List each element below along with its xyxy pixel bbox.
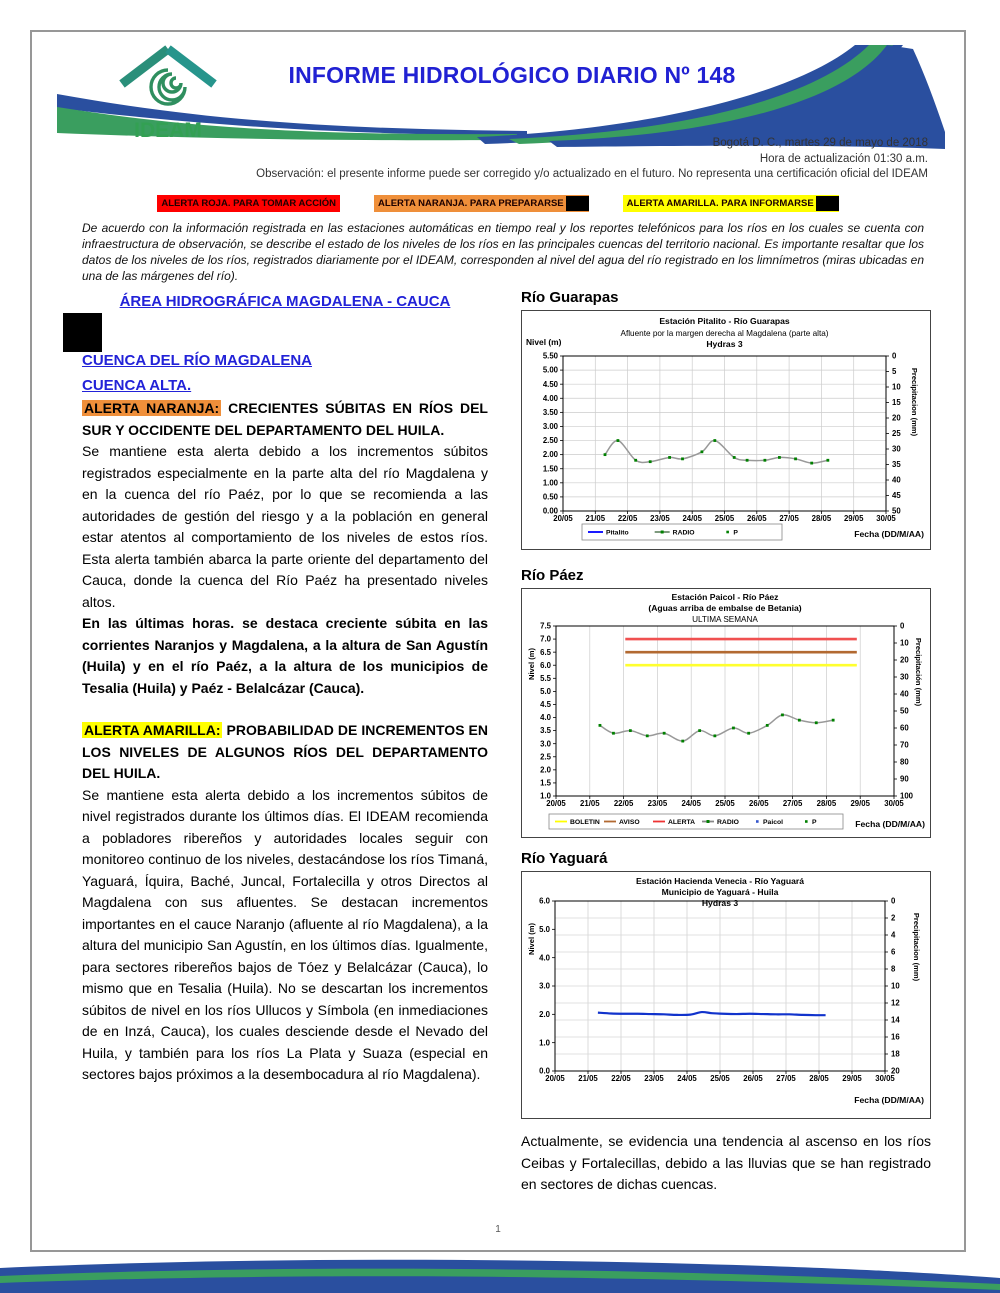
svg-text:2.00: 2.00 [542, 450, 558, 460]
svg-text:RADIO: RADIO [672, 529, 695, 537]
spacer [82, 699, 488, 720]
chart-series [604, 439, 830, 464]
svg-text:30/05: 30/05 [884, 799, 904, 808]
chart-heading-yaguara: Río Yaguará [521, 850, 608, 867]
svg-text:26/05: 26/05 [747, 514, 767, 523]
ideam-logo [102, 40, 234, 144]
cuenca-heading: CUENCA DEL RÍO MAGDALENA [82, 352, 313, 369]
svg-text:Fecha (DD/M/AA): Fecha (DD/M/AA) [854, 1095, 924, 1105]
svg-text:0.00: 0.00 [542, 506, 558, 516]
intro-paragraph: De acuerdo con la información registrada en las estaciones automáticas en tiempo real y los reportes telefónicos para los ríos en los cuales se cuenta con infraestructura de observación, se describe el estado de los niveles de los ríos en las principales cuencas del territorio nacional. Es importante resaltar que los datos de los niveles de los ríos, registrados diariamente por el IDEAM, corresponden al nivel del agua del río registrado en los limnímetros (miras ubicadas en una de las márgenes del río). [82, 221, 924, 283]
page-number: 1 [495, 1224, 501, 1235]
svg-text:7.5: 7.5 [540, 621, 551, 631]
svg-text:3.00: 3.00 [542, 422, 558, 432]
svg-text:80: 80 [900, 757, 909, 767]
svg-text:Nivel (m): Nivel (m) [526, 337, 562, 347]
svg-text:26/05: 26/05 [743, 1074, 763, 1083]
charts-column [521, 288, 931, 1196]
svg-text:24/05: 24/05 [682, 514, 702, 523]
chart-grid [540, 622, 914, 808]
svg-text:5.0: 5.0 [539, 924, 550, 934]
svg-text:29/05: 29/05 [850, 799, 870, 808]
svg-text:Municipio de Yaguará - Huila: Municipio de Yaguará - Huila [661, 887, 779, 897]
svg-text:2.5: 2.5 [540, 752, 551, 762]
svg-text:7.0: 7.0 [540, 634, 551, 644]
alert-chip-amarilla [623, 195, 839, 212]
document-title: INFORME HIDROLÓGICO DIARIO Nº 148 [288, 62, 736, 88]
svg-text:27/05: 27/05 [782, 799, 803, 808]
svg-text:5.50: 5.50 [542, 351, 558, 361]
svg-text:3.50: 3.50 [542, 407, 558, 417]
alert-legend-row [32, 195, 964, 212]
svg-text:Hydras 3: Hydras 3 [701, 898, 739, 908]
svg-text:Nivel (m): Nivel (m) [527, 647, 536, 681]
svg-text:3.5: 3.5 [540, 726, 551, 736]
logo-wordmark: IDEAM [134, 119, 202, 142]
svg-text:2.0: 2.0 [539, 1009, 550, 1019]
svg-text:23/05: 23/05 [647, 799, 668, 808]
svg-text:3.0: 3.0 [539, 981, 550, 991]
svg-text:5.5: 5.5 [540, 673, 551, 683]
svg-text:20: 20 [891, 1066, 900, 1076]
svg-text:70: 70 [900, 740, 909, 750]
chart-titles [526, 316, 924, 539]
svg-text:27/05: 27/05 [776, 1074, 796, 1083]
alerta-naranja-highlight: En las últimas horas. se destaca creciente súbita en las corrientes Naranjos y Magdalena, a la altura de San Agustín (Huila) y en el río Paéz, a la altura de los municipios de Tesalia (Huila) y Paéz - Belalcázar (Cauca). [82, 615, 488, 696]
svg-text:4: 4 [891, 930, 896, 940]
svg-text:2.0: 2.0 [540, 765, 551, 775]
svg-text:26/05: 26/05 [749, 799, 769, 808]
footer-wave-graphic [0, 1256, 1000, 1293]
chart-canvas [522, 311, 930, 549]
svg-text:20: 20 [892, 413, 901, 423]
meta-block [228, 136, 928, 183]
svg-text:0.50: 0.50 [542, 492, 558, 502]
svg-text:Afluente por la margen derecha: Afluente por la margen derecha al Magdalena (parte alta) [620, 329, 829, 338]
svg-text:30/05: 30/05 [876, 514, 896, 523]
svg-text:5.0: 5.0 [540, 686, 551, 696]
redaction-box [566, 196, 589, 211]
svg-text:4.00: 4.00 [542, 393, 558, 403]
closing-paragraph: Actualmente, se evidencia una tendencia al ascenso en los ríos Ceibas y Fortalecillas, debido a las lluvias que se han registrado en sectores de dichas cuencas. [521, 1133, 931, 1192]
svg-text:Precipitacion (mm): Precipitacion (mm) [910, 367, 919, 437]
svg-text:40: 40 [900, 689, 909, 699]
svg-text:10: 10 [900, 638, 909, 648]
alerta-naranja-title-text: CRECIENTES SÚBITAS EN RÍOS DEL SUR Y OCCIDENTE DEL DEPARTAMENTO DEL HUILA. [82, 400, 488, 438]
svg-text:45: 45 [892, 491, 901, 501]
svg-text:30: 30 [900, 672, 909, 682]
svg-text:Estación Paicol - Río Páez: Estación Paicol - Río Páez [671, 592, 779, 602]
svg-text:25: 25 [892, 429, 901, 439]
svg-text:6.0: 6.0 [540, 660, 551, 670]
alert-chip-amarilla-label: ALERTA AMARILLA. PARA INFORMARSE [626, 198, 814, 209]
svg-text:2: 2 [891, 913, 896, 923]
area-heading: ÁREA HIDROGRÁFICA MAGDALENA - CAUCA [119, 293, 451, 310]
svg-text:35: 35 [892, 460, 901, 470]
svg-text:29/05: 29/05 [842, 1074, 862, 1083]
alerta-amarilla-title [82, 720, 488, 785]
svg-text:24/05: 24/05 [677, 1074, 697, 1083]
svg-text:4.5: 4.5 [540, 700, 551, 710]
alerta-naranja-title [82, 398, 488, 441]
svg-text:60: 60 [900, 723, 909, 733]
svg-text:1.0: 1.0 [540, 791, 551, 801]
svg-text:Precipitación (mm): Precipitación (mm) [914, 637, 923, 707]
chart-canvas [522, 589, 930, 837]
svg-text:P: P [812, 819, 817, 827]
chart-paez [521, 588, 931, 838]
svg-text:16: 16 [891, 1032, 900, 1042]
svg-text:30/05: 30/05 [875, 1074, 895, 1083]
svg-text:22/05: 22/05 [617, 514, 638, 523]
alert-chip-naranja-label: ALERTA NARANJA. PARA PREPARARSE [378, 198, 564, 209]
svg-text:6.5: 6.5 [540, 647, 551, 657]
alerta-amarilla-body: Se mantiene esta alerta debido a los incrementos súbitos de nivel registrados durante los últimos días. El IDEAM recomienda a pobladores ribereños y autoridades locales seguir con monitoreo continuo de los niveles, destacándose los ríos Timaná, Yaguará, Íquira, Baché, Juncal, Fortalecilla y otros Directos al Magdalena con sus afluentes. Se destacan incrementos importantes en el cauce Naranjo (afluente al río Magdalena), a la altura del municipio San Agustín, en los últimos días. Igualmente, para sectores ribereños bajos de Tóez y Belalcázar (Cauca), lo mismo que en Tesalia (Huila). No se descartan los incrementos súbitos de nivel en los ríos Ullucos y Símbola (en inmediaciones de en Inzá, Cauca), los cuales desciende desde el Nevado del Huila, y también para los ríos La Plata y Suaza (especial en sectores bajos próximos a la desembocadura al río Magdalena). [82, 786, 488, 1082]
svg-text:10: 10 [892, 382, 901, 392]
report-page [30, 30, 966, 1252]
svg-text:3.0: 3.0 [540, 739, 551, 749]
svg-text:Pitalito: Pitalito [606, 529, 629, 537]
svg-text:22/05: 22/05 [613, 799, 634, 808]
svg-text:21/05: 21/05 [578, 1074, 598, 1083]
chart-grid [543, 352, 902, 523]
svg-text:29/05: 29/05 [843, 514, 864, 523]
svg-text:AVISO: AVISO [619, 819, 640, 827]
svg-text:Paicol: Paicol [763, 819, 784, 827]
svg-text:20/05: 20/05 [553, 514, 573, 523]
svg-text:90: 90 [900, 774, 909, 784]
svg-text:6.0: 6.0 [539, 896, 550, 906]
svg-text:28/05: 28/05 [811, 514, 832, 523]
svg-text:P: P [733, 529, 738, 537]
logo-spiral-icon [151, 70, 185, 104]
svg-text:ALERTA: ALERTA [668, 819, 696, 827]
svg-text:10: 10 [891, 981, 900, 991]
svg-text:18: 18 [891, 1049, 900, 1059]
svg-text:ULTIMA SEMANA: ULTIMA SEMANA [692, 615, 758, 624]
svg-text:1.5: 1.5 [540, 778, 551, 788]
svg-text:20/05: 20/05 [546, 799, 566, 808]
svg-text:20: 20 [900, 655, 909, 665]
chart-series [599, 714, 835, 743]
svg-text:BOLETIN: BOLETIN [570, 819, 600, 827]
alerta-amarilla-title-text: PROBABILIDAD DE INCREMENTOS EN LOS NIVELES DE ALGUNOS RÍOS DEL DEPARTAMENTO DEL HUILA. [82, 722, 489, 781]
svg-text:5: 5 [892, 367, 897, 377]
alerta-naranja-label: ALERTA NARANJA: [84, 400, 220, 416]
svg-text:21/05: 21/05 [580, 799, 600, 808]
meta-observation: Observación: el presente informe puede ser corregido y/o actualizado en el futuro. No representa una certificación oficial del IDEAM [256, 168, 928, 180]
svg-text:25/05: 25/05 [714, 514, 735, 523]
text-column [82, 292, 488, 1086]
svg-text:0: 0 [891, 896, 896, 906]
alert-chip-naranja [374, 195, 589, 212]
svg-text:1.0: 1.0 [539, 1038, 550, 1048]
chart-legend [549, 814, 843, 829]
svg-text:2.50: 2.50 [542, 436, 558, 446]
svg-text:28/05: 28/05 [816, 799, 837, 808]
chart-titles [527, 592, 925, 829]
svg-text:Precipitacion (mm): Precipitacion (mm) [912, 912, 921, 982]
svg-text:Estación Hacienda Venecia - Rí: Estación Hacienda Venecia - Río Yaguará [636, 876, 804, 886]
chart-grid [539, 897, 900, 1083]
chart-heading-guarapas: Río Guarapas [521, 289, 619, 306]
svg-text:0.0: 0.0 [539, 1066, 550, 1076]
alert-chip-roja-label: ALERTA ROJA. PARA TOMAR ACCIÓN [161, 198, 337, 209]
svg-text:14: 14 [891, 1015, 900, 1025]
svg-text:20/05: 20/05 [545, 1074, 565, 1083]
chart-heading-paez: Río Páez [521, 567, 584, 584]
svg-text:100: 100 [900, 791, 914, 801]
svg-text:4.50: 4.50 [542, 379, 558, 389]
svg-text:8: 8 [891, 964, 896, 974]
meta-update-time: Hora de actualización 01:30 a.m. [759, 152, 928, 165]
alerta-amarilla-label: ALERTA AMARILLA: [84, 722, 221, 738]
svg-text:(Aguas arriba de embalse de Be: (Aguas arriba de embalse de Betania) [648, 603, 802, 613]
svg-text:24/05: 24/05 [681, 799, 701, 808]
svg-text:25/05: 25/05 [710, 1074, 730, 1083]
svg-text:Estación Pitalito - Río Guara: Estación Pitalito - Río Guarapas [659, 316, 790, 326]
svg-text:Fecha (DD/M/AA): Fecha (DD/M/AA) [855, 819, 925, 829]
svg-text:50: 50 [892, 506, 901, 516]
svg-text:27/05: 27/05 [779, 514, 799, 523]
svg-text:1.50: 1.50 [542, 464, 558, 474]
svg-text:25/05: 25/05 [715, 799, 735, 808]
alert-chip-roja [157, 195, 340, 212]
svg-text:40: 40 [892, 475, 901, 485]
svg-text:15: 15 [892, 398, 901, 408]
chart-guarapas [521, 310, 931, 550]
svg-text:21/05: 21/05 [585, 514, 606, 523]
svg-text:5.00: 5.00 [542, 365, 558, 375]
svg-text:23/05: 23/05 [650, 514, 670, 523]
series-nivel [598, 1012, 826, 1015]
svg-text:RADIO: RADIO [717, 819, 739, 827]
chart-series [598, 1012, 826, 1015]
svg-text:Hydras 3: Hydras 3 [706, 339, 743, 349]
svg-text:0: 0 [900, 621, 905, 631]
svg-text:Nivel (m): Nivel (m) [527, 922, 536, 956]
svg-text:23/05: 23/05 [644, 1074, 664, 1083]
svg-text:1.00: 1.00 [542, 478, 558, 488]
svg-text:4.0: 4.0 [539, 953, 550, 963]
meta-date: Bogotá D. C., martes 29 de mayo de 2018 [712, 137, 928, 149]
chart-legend [582, 524, 782, 540]
svg-text:30: 30 [892, 444, 901, 454]
svg-text:4.0: 4.0 [540, 713, 551, 723]
svg-text:22/05: 22/05 [611, 1074, 631, 1083]
svg-text:28/05: 28/05 [809, 1074, 829, 1083]
svg-text:50: 50 [900, 706, 909, 716]
cuenca-alta-heading: CUENCA ALTA. [82, 377, 192, 394]
chart-yaguara [521, 871, 931, 1119]
svg-text:0: 0 [892, 351, 897, 361]
redaction-box [816, 196, 839, 211]
chart-canvas [522, 872, 930, 1118]
alerta-naranja-body: Se mantiene esta alerta debido a los incrementos súbitos registrados especialmente en la parte alta del río Magdalena y en la cuenca del río Paéz, por lo que se recomienda a las autoridades de gestión del riesgo y a la población en general estar atentos al comportamiento de los niveles de estos ríos. Esta alerta también abarca la parte oriente del departamento del Cauca, donde la cuenca del Río Paéz ha presentado niveles altos. [82, 443, 488, 610]
svg-text:6: 6 [891, 947, 896, 957]
svg-text:12: 12 [891, 998, 900, 1008]
svg-text:Fecha (DD/M/AA): Fecha (DD/M/AA) [854, 529, 924, 539]
